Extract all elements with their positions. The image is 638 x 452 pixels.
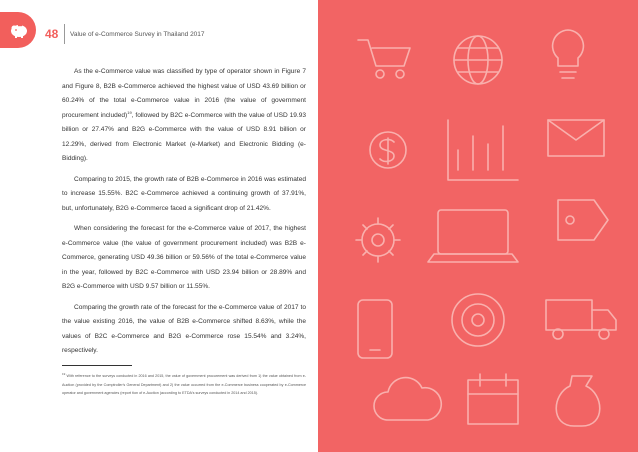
logo-tab: [0, 12, 36, 48]
doodle-gear-icon: [356, 218, 400, 262]
doodle-calendar-icon: [468, 374, 518, 424]
doodle-chart-icon: [448, 120, 518, 180]
page-header: [0, 0, 318, 60]
doodle-tag-icon: [558, 200, 608, 240]
doodle-dollar-icon: [370, 132, 406, 168]
doodle-target-icon: [452, 294, 504, 346]
paragraph-3: When considering the forecast for the e-Commerce value of 2017, the highest e-Commerce value (the value of government procurement included) was B2B e-Commerce, generating USD 49.36 billion or 59.56% of the total e-Commerce value in the year, followed by B2C e-Commerce with USD 23.94 billion or 28.89% and B2G e-Commerce with USD 9.57 billion or 11.55%.: [62, 225, 306, 290]
body-text: [62, 65, 306, 365]
left-page: [0, 0, 318, 452]
doodle-laptop-icon: [428, 210, 518, 262]
footnote-marker: 19: [62, 372, 66, 376]
doodle-money-bag-icon: [556, 376, 600, 426]
piggy-bank-icon: [8, 19, 30, 41]
paragraph-4: Comparing the growth rate of the forecast for the e-Commerce value of 2017 to the value existing 2016, the value of B2B e-Commerce shifted 8.63%, while the values of B2C e-Commerce and B2G e-Commerce rose 15.54% and 3.24%, respectively.: [62, 303, 306, 354]
doodle-lightbulb-icon: [553, 30, 584, 78]
doodle-globe-icon: [454, 36, 502, 84]
header-divider: [64, 24, 65, 44]
doodle-phone-icon: [358, 300, 392, 358]
footnote: [62, 370, 306, 397]
paragraph-2: Comparing to 2015, the growth rate of B2B e-Commerce in 2016 was estimated to increase 15.55%. B2C e-Commerce achieved a continuing growth of 37.91%, but, unfortunately, B2G e-Commerce faced a significant drop of 21.42%.: [62, 175, 306, 212]
footnote-ref[interactable]: 19: [127, 109, 132, 115]
footnote-rule: [62, 365, 132, 366]
doodle-cloud-icon: [374, 378, 441, 420]
commerce-doodle-illustration: [318, 0, 638, 452]
doodle-shopping-cart-icon: [358, 40, 410, 78]
running-title: Value of e-Commerce Survey in Thailand 2017: [70, 31, 205, 38]
doodle-page: [318, 0, 638, 452]
page-number: 48: [45, 27, 59, 41]
doodle-truck-icon: [546, 300, 616, 339]
doodle-envelope-icon: [548, 120, 604, 156]
paragraph-1: As the e-Commerce value was classified by type of operator shown in Figure 7 and Figure 8, B2B e-Commerce achieved the highest value of USD 43.69 billion or 60.24% of the total e-Commerce value in 2016 (the value of government procurement included)$^{19}$, followed by B2C e-Commerce with the value of USD 19.93 billion or 27.47% and B2G e-Commerce with the value of USD 8.91 billion or 12.29%, derived from Electronic Market (e-Market) and Electronic Bidding (e-Bidding).: [62, 68, 306, 162]
footnote-text: With reference to the surveys conducted in 2016 and 2015, the value of government procurement was derived from 1) the value obtained from e-Auction (provided by the Comptroller's General Department) and 2) the value occurred from the e-Commerce business cooperated by e-Commerce operator and government agencies (report tion of e-Auction (according to ETDA's surveys conducted in 2014 and 2015).: [62, 374, 306, 395]
